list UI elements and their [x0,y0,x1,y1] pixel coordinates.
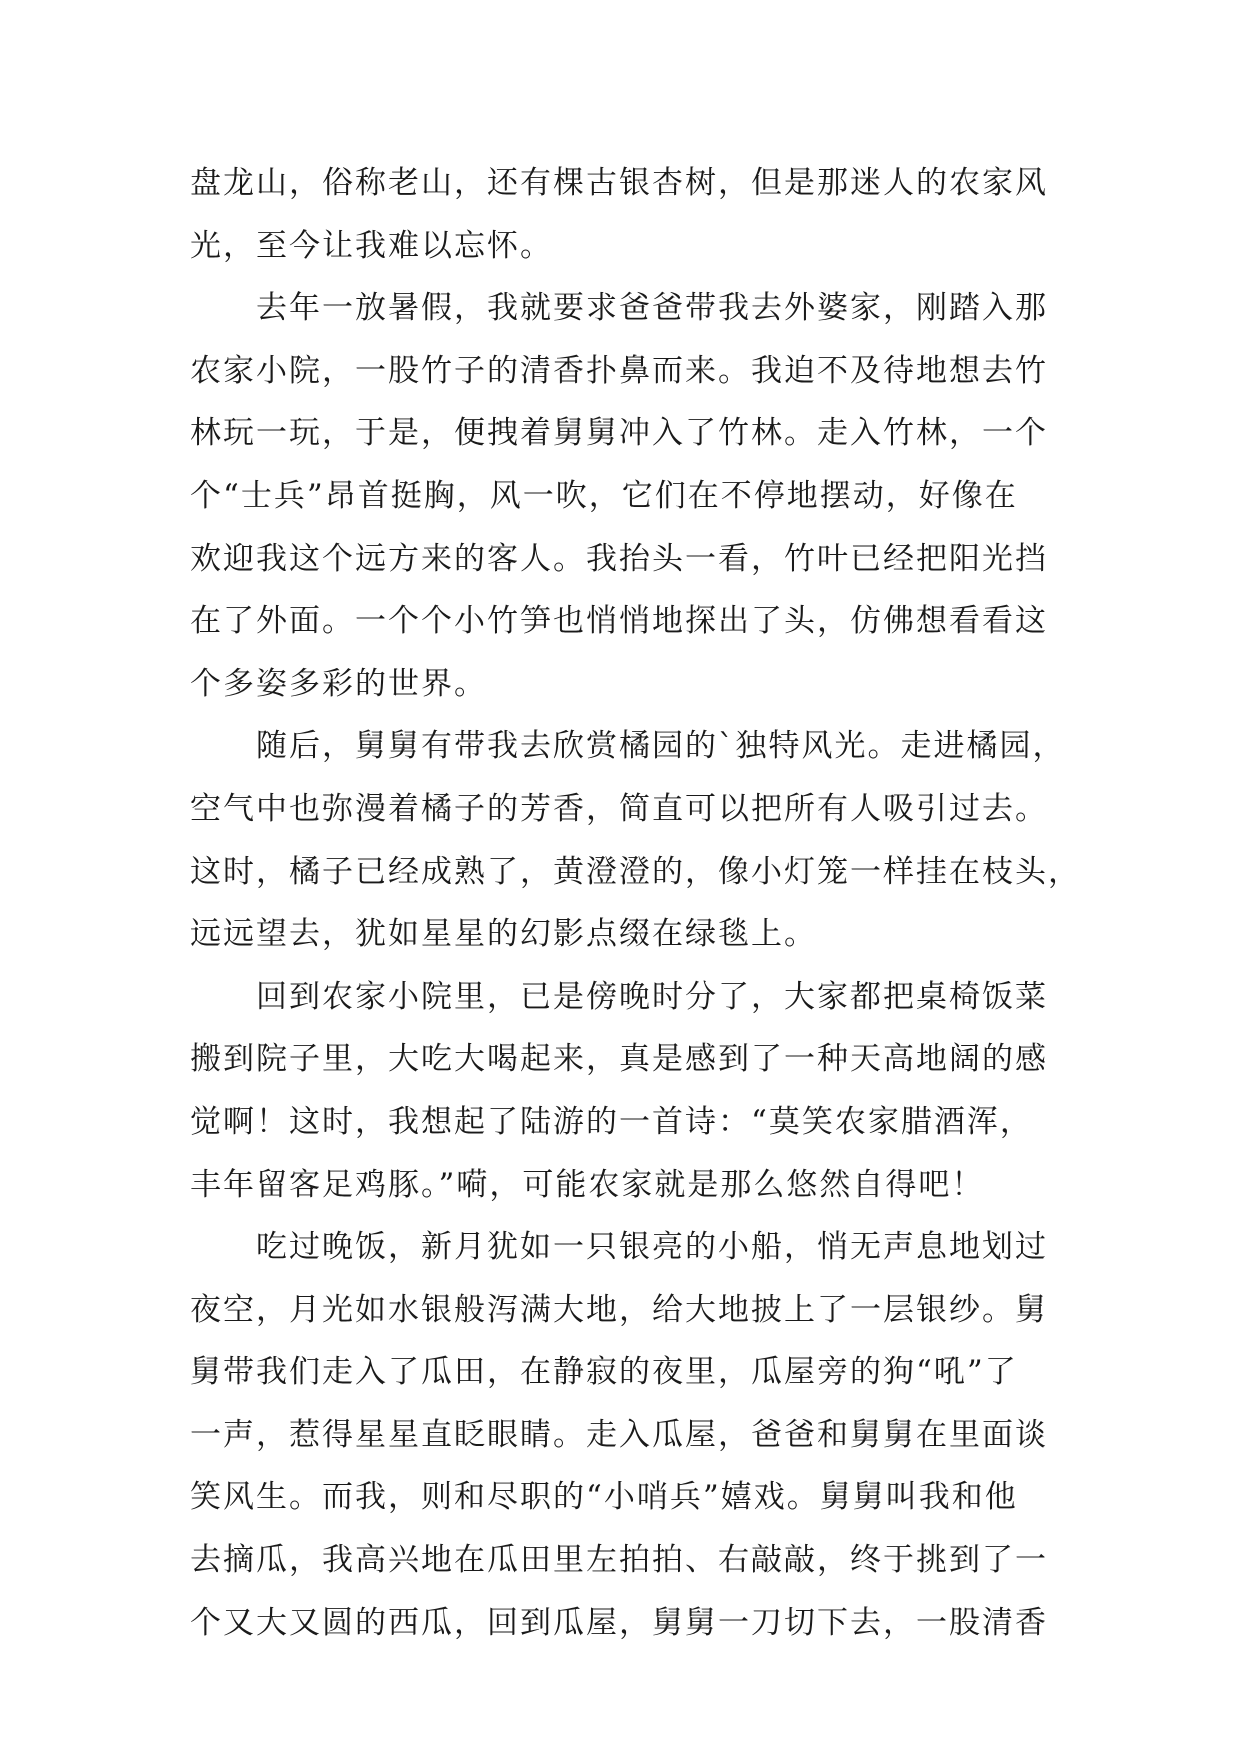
text-line: 吃过晚饭，新月犹如一只银亮的小船，悄无声息地划过 [256,1229,1048,1266]
text-line: 空气中也弥漫着橘子的芳香，简直可以把所有人吸引过去。 [190,790,1048,827]
text-line: 个“士兵”昂首挺胸，风一吹，它们在不停地摆动，好像在 [190,477,1018,514]
text-line: 在了外面。一个个小竹笋也悄悄地探出了头，仿佛想看看这 [190,603,1048,640]
text-line: 去年一放暑假，我就要求爸爸带我去外婆家，刚踏入那 [256,290,1048,327]
text-line: 个又大又圆的西瓜，回到瓜屋，舅舅一刀切下去，一股清香 [190,1604,1048,1641]
text-line: 笑风生。而我，则和尽职的“小哨兵”嬉戏。舅舅叫我和他 [190,1479,1018,1516]
text-line: 觉啊！这时，我想起了陆游的一首诗：“莫笑农家腊酒浑， [190,1103,1033,1140]
text-line: 去摘瓜，我高兴地在瓜田里左拍拍、右敲敲，终于挑到了一 [190,1542,1048,1579]
text-line: 林玩一玩，于是，便拽着舅舅冲入了竹林。走入竹林，一个 [190,415,1048,452]
text-line: 个多姿多彩的世界。 [190,665,487,702]
text-line: 光，至今让我难以忘怀。 [190,227,553,264]
text-line: 随后，舅舅有带我去欣赏橘园的`独特风光。走进橘园， [256,728,1066,765]
text-line: 回到农家小院里，已是傍晚时分了，大家都把桌椅饭菜 [256,978,1048,1015]
text-line: 欢迎我这个远方来的客人。我抬头一看，竹叶已经把阳光挡 [190,540,1048,577]
essay-body [190,152,1081,1654]
text-line: 盘龙山，俗称老山，还有棵古银杏树，但是那迷人的农家风 [190,165,1048,201]
text-line: 搬到院子里，大吃大喝起来，真是感到了一种天高地阔的感 [190,1041,1048,1078]
text-line: 一声，惹得星星直眨眼睛。走入瓜屋，爸爸和舅舅在里面谈 [190,1416,1048,1453]
text-line: 这时，橘子已经成熟了，黄澄澄的，像小灯笼一样挂在枝头， [190,853,1081,890]
text-line: 农家小院，一股竹子的清香扑鼻而来。我迫不及待地想去竹 [190,352,1048,389]
text-line: 远远望去，犹如星星的幻影点缀在绿毯上。 [190,916,817,953]
text-line: 丰年留客足鸡豚。”嗬，可能农家就是那么悠然自得吧！ [190,1166,985,1203]
text-line: 舅带我们走入了瓜田，在静寂的夜里，瓜屋旁的狗“吼”了 [190,1354,1018,1391]
text-line: 夜空，月光如水银般泻满大地，给大地披上了一层银纱。舅 [190,1291,1048,1328]
